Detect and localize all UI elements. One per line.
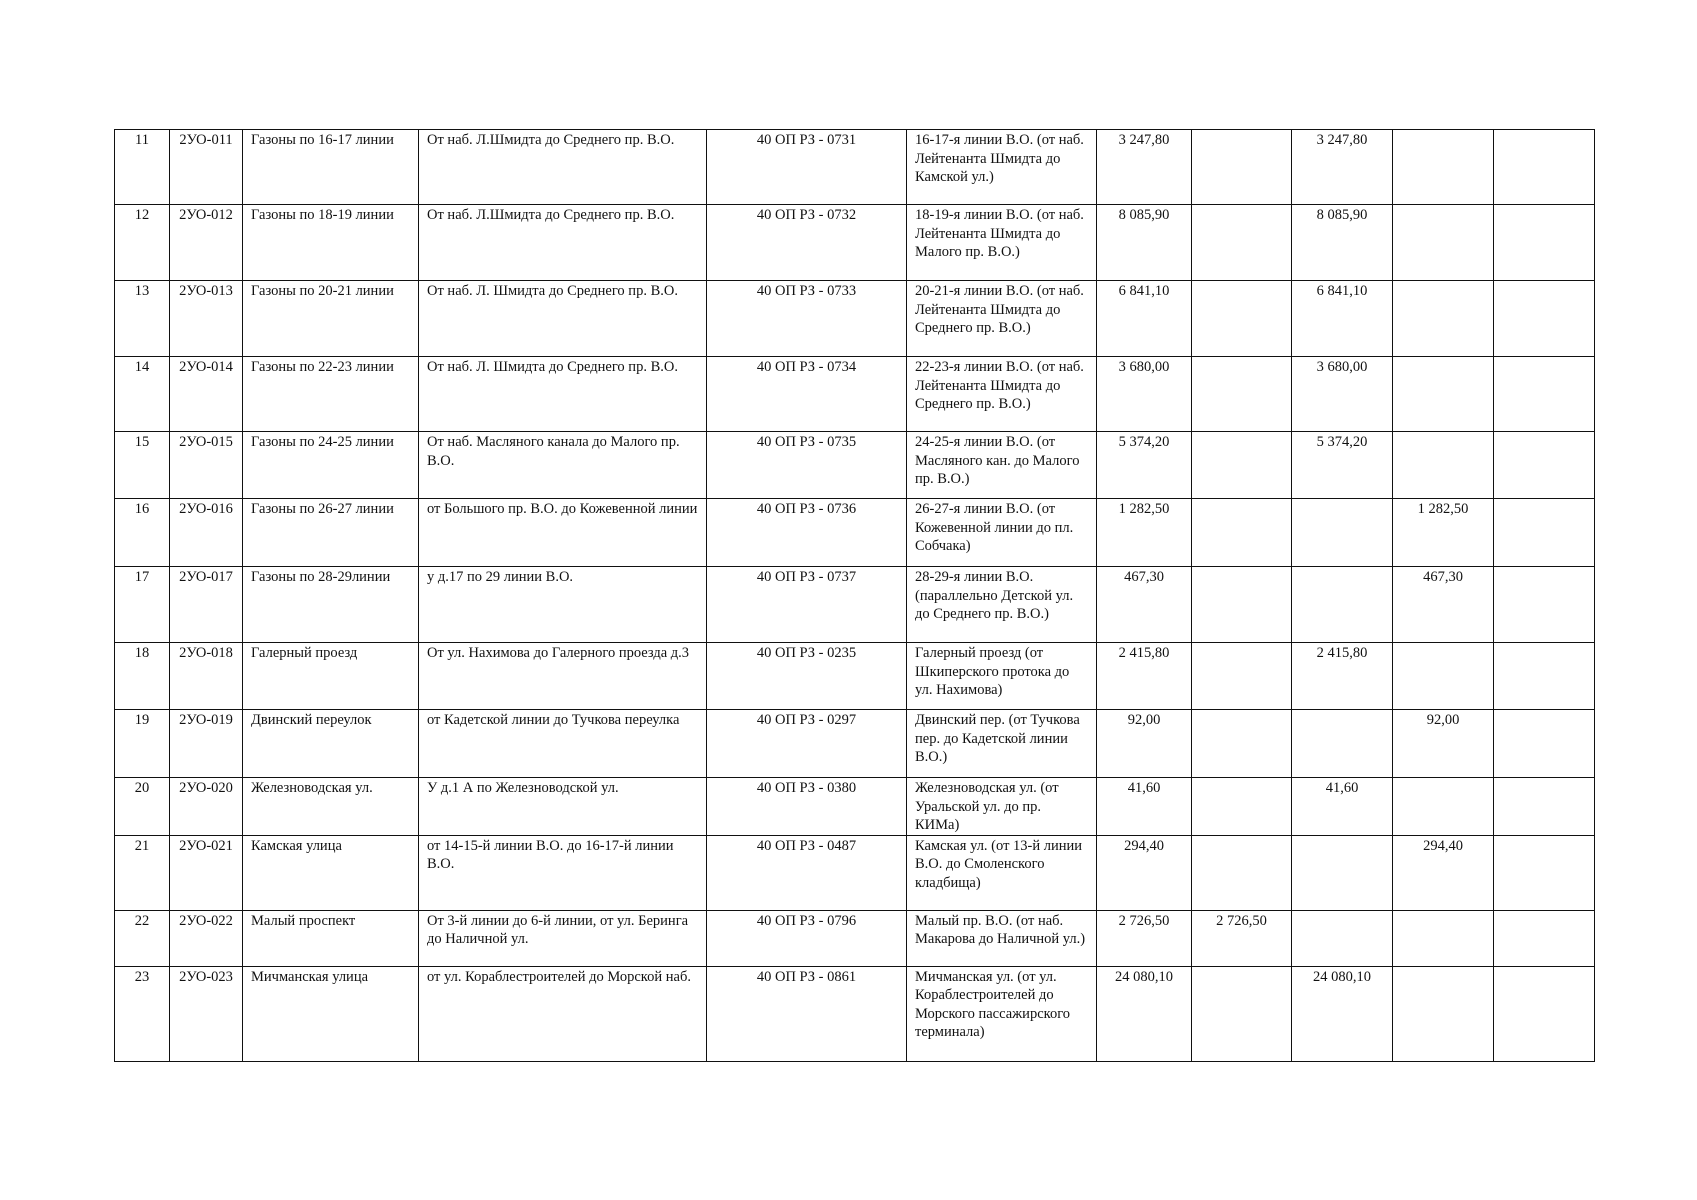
road-description: 22-23-я линии В.О. (от наб. Лейтенанта Шмидта до Среднего пр. В.О.)	[907, 357, 1097, 432]
area-col-3: 41,60	[1292, 778, 1393, 836]
table-row	[115, 966, 1595, 1061]
area-col-4	[1393, 432, 1494, 499]
object-code: 2УО-012	[170, 205, 243, 281]
road-description: Мичманская ул. (от ул. Кораблестроителей до Морского пассажирского терминала)	[907, 966, 1097, 1061]
object-name: Газоны по 20-21 линии	[243, 281, 419, 357]
object-code: 2УО-023	[170, 966, 243, 1061]
object-code: 2УО-013	[170, 281, 243, 357]
table-row	[115, 205, 1595, 281]
object-code: 2УО-018	[170, 643, 243, 710]
table-row	[115, 130, 1595, 205]
area-col-4: 1 282,50	[1393, 499, 1494, 567]
area-col-5	[1494, 499, 1595, 567]
area-col-2	[1192, 130, 1292, 205]
area-total: 5 374,20	[1097, 432, 1192, 499]
area-col-4	[1393, 910, 1494, 966]
object-name: Газоны по 16-17 линии	[243, 130, 419, 205]
object-name: Газоны по 18-19 линии	[243, 205, 419, 281]
road-description: Двинский пер. (от Тучкова пер. до Кадетской линии В.О.)	[907, 710, 1097, 778]
area-col-5	[1494, 910, 1595, 966]
object-location: От наб. Л. Шмидта до Среднего пр. В.О.	[419, 281, 707, 357]
area-col-2	[1192, 499, 1292, 567]
area-col-3	[1292, 910, 1393, 966]
area-total: 2 415,80	[1097, 643, 1192, 710]
area-col-3: 3 247,80	[1292, 130, 1393, 205]
road-description: 18-19-я линии В.О. (от наб. Лейтенанта Шмидта до Малого пр. В.О.)	[907, 205, 1097, 281]
object-location: от Кадетской линии до Тучкова переулка	[419, 710, 707, 778]
road-description: 20-21-я линии В.О. (от наб. Лейтенанта Шмидта до Среднего пр. В.О.)	[907, 281, 1097, 357]
table-row	[115, 357, 1595, 432]
registry-number: 40 ОП РЗ - 0297	[707, 710, 907, 778]
table-row	[115, 499, 1595, 567]
object-location: От 3-й линии до 6-й линии, от ул. Беринга до Наличной ул.	[419, 910, 707, 966]
row-number: 19	[115, 710, 170, 778]
area-col-5	[1494, 130, 1595, 205]
area-col-3: 5 374,20	[1292, 432, 1393, 499]
area-col-5	[1494, 835, 1595, 910]
object-code: 2УО-019	[170, 710, 243, 778]
table-row	[115, 281, 1595, 357]
object-name: Камская улица	[243, 835, 419, 910]
object-location: от 14-15-й линии В.О. до 16-17-й линии В.О.	[419, 835, 707, 910]
area-total: 1 282,50	[1097, 499, 1192, 567]
row-number: 23	[115, 966, 170, 1061]
area-col-2	[1192, 643, 1292, 710]
registry-number: 40 ОП РЗ - 0731	[707, 130, 907, 205]
area-col-2	[1192, 966, 1292, 1061]
area-col-4	[1393, 281, 1494, 357]
row-number: 22	[115, 910, 170, 966]
object-name: Галерный проезд	[243, 643, 419, 710]
registry-number: 40 ОП РЗ - 0735	[707, 432, 907, 499]
object-name: Мичманская улица	[243, 966, 419, 1061]
row-number: 20	[115, 778, 170, 836]
object-name: Газоны по 26-27 линии	[243, 499, 419, 567]
area-col-2	[1192, 835, 1292, 910]
area-col-4	[1393, 966, 1494, 1061]
object-name: Железноводская ул.	[243, 778, 419, 836]
area-col-3	[1292, 499, 1393, 567]
area-col-2: 2 726,50	[1192, 910, 1292, 966]
object-location: У д.1 А по Железноводской ул.	[419, 778, 707, 836]
table-row	[115, 710, 1595, 778]
registry-number: 40 ОП РЗ - 0737	[707, 567, 907, 643]
area-col-3	[1292, 835, 1393, 910]
object-code: 2УО-011	[170, 130, 243, 205]
area-col-5	[1494, 778, 1595, 836]
registry-number: 40 ОП РЗ - 0736	[707, 499, 907, 567]
registry-number: 40 ОП РЗ - 0380	[707, 778, 907, 836]
area-total: 294,40	[1097, 835, 1192, 910]
table-body	[115, 130, 1595, 1062]
area-col-4	[1393, 778, 1494, 836]
object-name: Малый проспект	[243, 910, 419, 966]
area-total: 41,60	[1097, 778, 1192, 836]
registry-number: 40 ОП РЗ - 0861	[707, 966, 907, 1061]
area-col-3: 2 415,80	[1292, 643, 1393, 710]
area-col-5	[1494, 205, 1595, 281]
row-number: 13	[115, 281, 170, 357]
table-row	[115, 778, 1595, 836]
object-location: от Большого пр. В.О. до Кожевенной линии	[419, 499, 707, 567]
object-code: 2УО-017	[170, 567, 243, 643]
area-total: 467,30	[1097, 567, 1192, 643]
registry-number: 40 ОП РЗ - 0235	[707, 643, 907, 710]
road-description: 26-27-я линии В.О. (от Кожевенной линии до пл. Собчака)	[907, 499, 1097, 567]
area-col-5	[1494, 710, 1595, 778]
table-row	[115, 643, 1595, 710]
object-location: От наб. Л.Шмидта до Среднего пр. В.О.	[419, 205, 707, 281]
area-col-3	[1292, 567, 1393, 643]
area-col-5	[1494, 432, 1595, 499]
road-description: Галерный проезд (от Шкиперского протока до ул. Нахимова)	[907, 643, 1097, 710]
area-col-2	[1192, 205, 1292, 281]
roads-table	[114, 129, 1595, 1062]
area-col-2	[1192, 432, 1292, 499]
area-total: 3 680,00	[1097, 357, 1192, 432]
area-col-4: 92,00	[1393, 710, 1494, 778]
area-col-3	[1292, 710, 1393, 778]
registry-number: 40 ОП РЗ - 0796	[707, 910, 907, 966]
area-total: 2 726,50	[1097, 910, 1192, 966]
road-description: 28-29-я линии В.О. (параллельно Детской ул. до Среднего пр. В.О.)	[907, 567, 1097, 643]
object-location: От наб. Масляного канала до Малого пр. В.О.	[419, 432, 707, 499]
row-number: 12	[115, 205, 170, 281]
road-description: Камская ул. (от 13-й линии В.О. до Смоленского кладбища)	[907, 835, 1097, 910]
area-total: 3 247,80	[1097, 130, 1192, 205]
area-col-4: 467,30	[1393, 567, 1494, 643]
area-col-4	[1393, 205, 1494, 281]
area-col-2	[1192, 281, 1292, 357]
registry-number: 40 ОП РЗ - 0487	[707, 835, 907, 910]
road-description: 16-17-я линии В.О. (от наб. Лейтенанта Шмидта до Камской ул.)	[907, 130, 1097, 205]
area-total: 92,00	[1097, 710, 1192, 778]
area-col-2	[1192, 778, 1292, 836]
object-location: От наб. Л. Шмидта до Среднего пр. В.О.	[419, 357, 707, 432]
object-code: 2УО-015	[170, 432, 243, 499]
area-col-5	[1494, 966, 1595, 1061]
registry-number: 40 ОП РЗ - 0734	[707, 357, 907, 432]
road-description: 24-25-я линии В.О. (от Масляного кан. до Малого пр. В.О.)	[907, 432, 1097, 499]
object-code: 2УО-021	[170, 835, 243, 910]
area-col-2	[1192, 710, 1292, 778]
table-row	[115, 835, 1595, 910]
road-description: Малый пр. В.О. (от наб. Макарова до Наличной ул.)	[907, 910, 1097, 966]
object-name: Газоны по 24-25 линии	[243, 432, 419, 499]
table-row	[115, 910, 1595, 966]
object-name: Двинский переулок	[243, 710, 419, 778]
object-location: у д.17 по 29 линии В.О.	[419, 567, 707, 643]
registry-number: 40 ОП РЗ - 0733	[707, 281, 907, 357]
area-col-2	[1192, 357, 1292, 432]
object-code: 2УО-016	[170, 499, 243, 567]
row-number: 16	[115, 499, 170, 567]
table-row	[115, 567, 1595, 643]
object-code: 2УО-014	[170, 357, 243, 432]
area-total: 6 841,10	[1097, 281, 1192, 357]
area-col-5	[1494, 281, 1595, 357]
area-col-4	[1393, 130, 1494, 205]
row-number: 14	[115, 357, 170, 432]
area-total: 8 085,90	[1097, 205, 1192, 281]
object-location: От наб. Л.Шмидта до Среднего пр. В.О.	[419, 130, 707, 205]
area-total: 24 080,10	[1097, 966, 1192, 1061]
area-col-3: 8 085,90	[1292, 205, 1393, 281]
row-number: 18	[115, 643, 170, 710]
area-col-5	[1494, 567, 1595, 643]
object-name: Газоны по 22-23 линии	[243, 357, 419, 432]
road-description: Железноводская ул. (от Уральской ул. до пр. КИМа)	[907, 778, 1097, 836]
object-code: 2УО-020	[170, 778, 243, 836]
table-row	[115, 432, 1595, 499]
area-col-3: 6 841,10	[1292, 281, 1393, 357]
area-col-3: 3 680,00	[1292, 357, 1393, 432]
area-col-2	[1192, 567, 1292, 643]
area-col-5	[1494, 643, 1595, 710]
object-code: 2УО-022	[170, 910, 243, 966]
object-location: От ул. Нахимова до Галерного проезда д.3	[419, 643, 707, 710]
area-col-3: 24 080,10	[1292, 966, 1393, 1061]
row-number: 15	[115, 432, 170, 499]
area-col-4: 294,40	[1393, 835, 1494, 910]
object-name: Газоны по 28-29линии	[243, 567, 419, 643]
area-col-4	[1393, 357, 1494, 432]
row-number: 21	[115, 835, 170, 910]
row-number: 11	[115, 130, 170, 205]
row-number: 17	[115, 567, 170, 643]
object-location: от ул. Кораблестроителей до Морской наб.	[419, 966, 707, 1061]
registry-number: 40 ОП РЗ - 0732	[707, 205, 907, 281]
area-col-5	[1494, 357, 1595, 432]
area-col-4	[1393, 643, 1494, 710]
